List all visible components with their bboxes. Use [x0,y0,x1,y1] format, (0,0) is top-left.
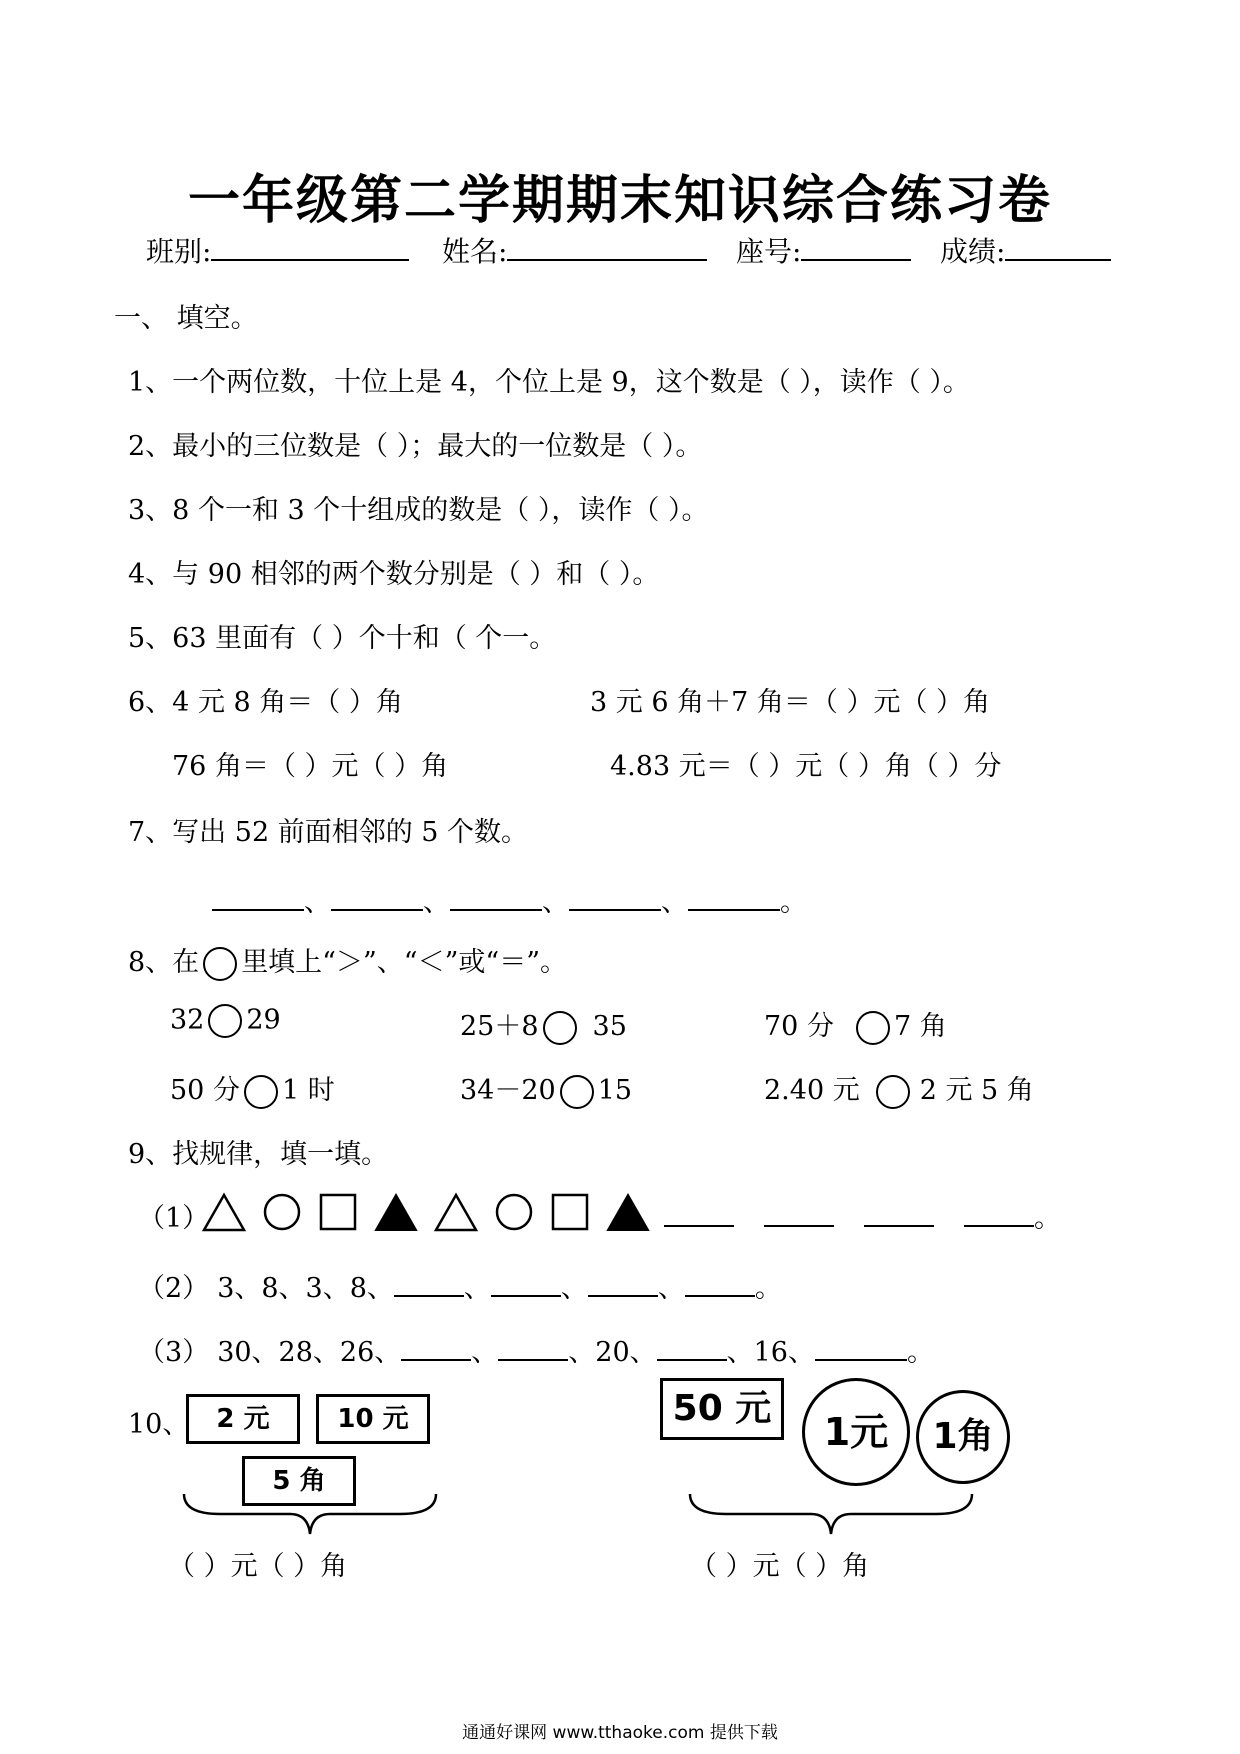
question-6c: 76 角＝（ ）元（ ）角 [172,751,449,782]
question-1: 1、一个两位数，十位上是 4，个位上是 9，这个数是（ ），读作（ ）。 [128,367,970,398]
separator: 、 [560,1273,588,1304]
compare-left: 50 分 [170,1075,240,1106]
name-blank[interactable] [507,233,707,261]
pattern-2-label: （2） [138,1273,210,1304]
answer-blank[interactable] [588,1271,658,1297]
compare-left: 70 分 [764,1011,834,1042]
question-6b: 3 元 6 角＋7 角＝（ ）元（ ）角 [590,687,991,718]
triangle-filled-icon [374,1192,418,1232]
compare-circle[interactable] [560,1075,594,1109]
question-8 [128,940,567,981]
question-5: 5、63 里面有（ ）个十和（ 个一。 [128,623,557,654]
question-3: 3、8 个一和 3 个十组成的数是（ ），读作（ ）。 [128,495,709,526]
question-6a: 6、4 元 8 角＝（ ）角 [128,687,403,718]
answer-blank[interactable] [394,1271,464,1297]
question-8-text: 里填上“＞”、“＜”或“＝”。 [241,947,568,978]
answer-blank[interactable] [685,1271,755,1297]
question-8-prefix: 8、在 [128,947,200,978]
compare-circle[interactable] [543,1011,577,1045]
compare-circle [203,947,237,981]
banknote-5-jiao: 5 角 [242,1456,356,1506]
compare-right: 35 [592,1011,627,1042]
pattern-3-text: 、20、 [568,1337,657,1368]
compare-left: 25＋8 [460,1011,539,1042]
class-field [146,230,409,270]
question-4: 4、与 90 相邻的两个数分别是（ ）和（ ）。 [128,559,660,590]
end-mark: 。 [780,887,807,918]
separator: 、 [463,1273,491,1304]
compare-item [170,1068,335,1109]
answer-blank[interactable] [815,1335,907,1361]
square-outline-icon [318,1192,358,1232]
question-2: 2、最小的三位数是（ ）；最大的一位数是（ ）。 [128,431,703,462]
compare-right: 1 时 [281,1075,335,1106]
end-mark: 。 [754,1273,782,1304]
pattern-2-text: 3、8、3、8、 [217,1273,394,1304]
compare-circle[interactable] [876,1075,910,1109]
page-title: 一年级第二学期期末知识综合练习卷 [187,171,1052,231]
separator: 、 [471,1337,499,1368]
compare-left: 2.40 元 [764,1075,860,1106]
seat-label: 座号: [736,235,802,268]
triangle-outline-icon [434,1192,478,1232]
score-field [940,230,1111,270]
answer-blank[interactable] [864,1201,934,1227]
compare-left: 34－20 [460,1075,556,1106]
compare-right: 15 [597,1075,633,1106]
score-label: 成绩: [940,235,1006,268]
circle-outline-icon [494,1192,534,1232]
answer-blank[interactable] [764,1201,834,1227]
pattern-1-label: （1） [138,1203,210,1234]
question-10-label: 10、 [128,1409,190,1440]
end-mark: 。 [1034,1203,1061,1234]
answer-blank[interactable] [664,1201,734,1227]
compare-item [764,1004,947,1045]
section-heading: 一、 填空。 [114,303,258,334]
square-outline-icon [550,1192,590,1232]
compare-right: 2 元 5 角 [919,1075,1034,1106]
answer-blank[interactable] [688,885,780,911]
circle-outline-icon [262,1192,302,1232]
answer-blank[interactable] [964,1201,1034,1227]
pattern-3 [138,1330,934,1369]
pattern-3-text: 、16、 [726,1337,815,1368]
compare-circle[interactable] [856,1011,890,1045]
compare-item [764,1068,1034,1109]
banknote-10-yuan: 10 元 [316,1394,430,1444]
coin-1-jiao: 1角 [916,1390,1010,1484]
seat-blank[interactable] [801,233,911,261]
seat-field [736,230,911,270]
question-7: 7、写出 52 前面相邻的 5 个数。 [128,817,529,848]
compare-item [460,1068,632,1109]
pattern-2 [138,1266,782,1305]
answer-blank[interactable] [657,1335,727,1361]
separator: 、 [657,1273,685,1304]
pattern-1-blanks [664,1196,1061,1235]
answer-blank[interactable] [498,1335,568,1361]
answer-blank[interactable] [401,1335,471,1361]
separator: 、 [423,887,450,918]
banknote-50-yuan: 50 元 [660,1378,784,1440]
answer-blank[interactable] [331,885,423,911]
compare-left: 32 [170,1004,205,1036]
separator: 、 [304,887,331,918]
pattern-3-text: 30、28、26、 [217,1337,402,1368]
answer-blank[interactable] [491,1271,561,1297]
answer-blank[interactable] [569,885,661,911]
end-mark: 。 [906,1337,934,1368]
banknote-2-yuan: 2 元 [186,1394,300,1444]
brace-left [180,1490,440,1538]
pattern-3-label: （3） [138,1337,210,1368]
answer-blank[interactable] [212,885,304,911]
name-field [442,230,707,270]
separator: 、 [542,887,569,918]
coin-1-yuan: 1元 [802,1378,910,1486]
compare-item [460,1004,627,1045]
name-label: 姓名: [442,235,508,268]
brace-right [686,1490,976,1538]
question-6d: 4.83 元＝（ ）元（ ）角（ ）分 [610,751,1002,782]
compare-circle[interactable] [208,1004,242,1038]
compare-right: 29 [246,1004,281,1036]
compare-right: 7 角 [893,1011,947,1042]
answer-right: （ ）元（ ）角 [690,1551,870,1582]
class-label: 班别: [146,235,212,268]
triangle-outline-icon [202,1192,246,1232]
shape-pattern [202,1192,666,1232]
answer-blank[interactable] [450,885,542,911]
compare-circle[interactable] [244,1075,278,1109]
question-7-blanks [212,880,807,919]
footer-credit: 通通好课网 www.tthaoke.com 提供下载 [462,1723,778,1743]
score-blank[interactable] [1005,233,1111,261]
class-blank[interactable] [211,233,409,261]
triangle-filled-icon [606,1192,650,1232]
compare-item [170,1004,281,1038]
question-9: 9、找规律，填一填。 [128,1139,389,1170]
answer-left: （ ）元（ ）角 [168,1551,348,1582]
separator: 、 [661,887,688,918]
